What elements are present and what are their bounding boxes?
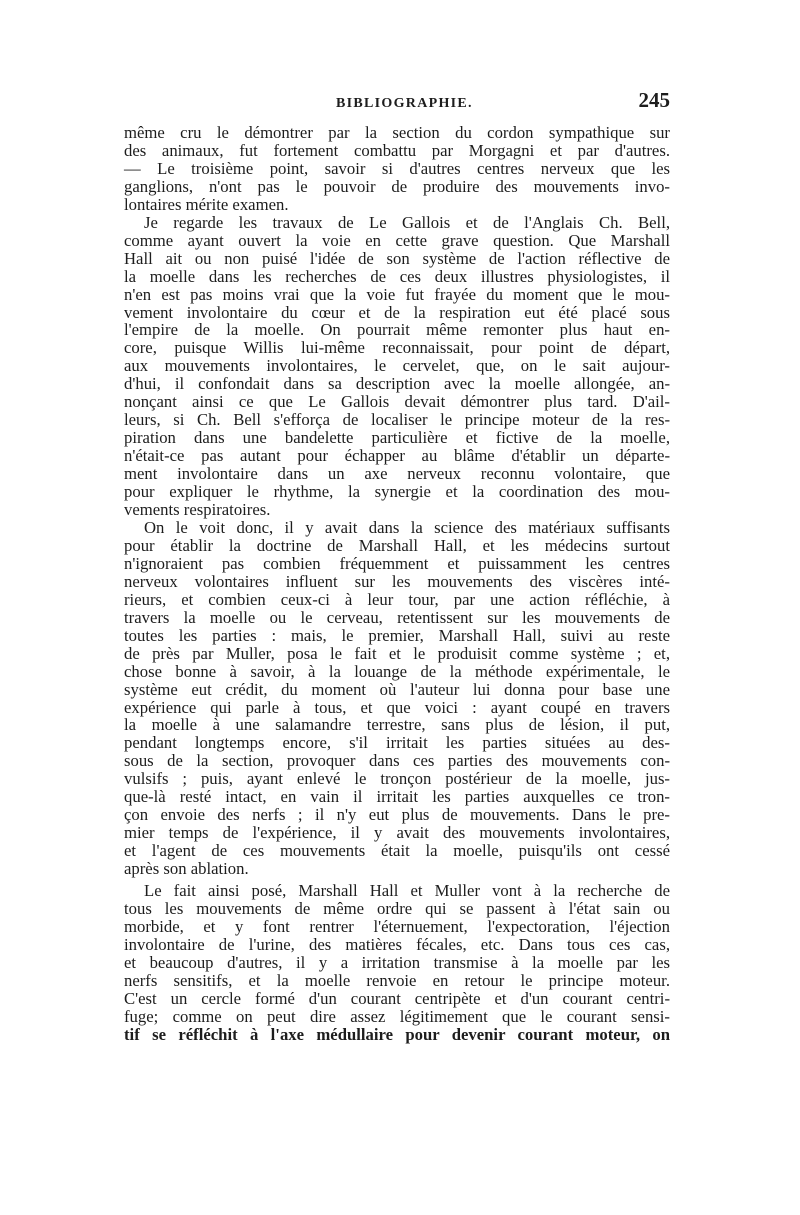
text-line: comme ayant ouvert la voie en cette grave question. Que Marshall: [124, 230, 670, 250]
text-line: ment involontaire dans un axe nerveux reconnu volontaire, que: [124, 464, 670, 484]
text-line: n'ignoraient pas combien fréquemment et puissamment les centres: [124, 553, 670, 573]
text-line: aux mouvements involontaires, le cervelet, que, on le sait aujour-: [124, 356, 670, 376]
text-line: vulsifs ; puis, ayant enlevé le tronçon postérieur de la moelle, jus-: [124, 769, 670, 789]
text-line: travers la moelle ou le cerveau, retentissent sur les mouvements de: [124, 607, 670, 627]
text-line: système eut crédit, du moment où l'auteur lui donna pour base une: [124, 679, 670, 699]
text-line: tif se réfléchit à l'axe médullaire pour devenir courant moteur, on: [124, 1024, 670, 1044]
running-head: [124, 88, 670, 122]
text-line: que-là resté intact, en vain il irritait les parties auxquelles ce tron-: [124, 787, 670, 807]
text-line: d'hui, il confondait dans sa description avec la moelle allongée, an-: [124, 374, 670, 394]
text-line: pour expliquer le rhythme, la synergie et la coordination des mou-: [124, 482, 670, 502]
text-line: pendant longtemps encore, s'il irritait les parties situées au des-: [124, 733, 670, 753]
text-line: — Le troisième point, savoir si d'autres centres nerveux que les: [124, 158, 670, 178]
text-line: la moelle à une salamandre terrestre, sans plus de lésion, il put,: [124, 715, 670, 735]
text-line: l'empire de la moelle. On pourrait même remonter plus haut en-: [124, 320, 670, 340]
text-line: leurs, si Ch. Bell s'efforça de localiser le principe moteur de la res-: [124, 410, 670, 430]
body-text: [124, 124, 670, 1044]
text-line: même cru le démontrer par la section du cordon sympathique sur: [124, 123, 670, 142]
text-line: piration dans une bandelette particulière et fictive de la moelle,: [124, 428, 670, 448]
text-line: vement involontaire du cœur et de la respiration eut été placé sous: [124, 302, 670, 322]
paragraph-3: [124, 519, 670, 878]
text-line: la moelle dans les recherches de ces deux illustres physiologistes, il: [124, 266, 670, 286]
text-line: nerveux volontaires influent sur les mouvements des viscères inté-: [124, 571, 670, 591]
text-line: chose bonne à savoir, à la louange de la méthode expérimentale, le: [124, 661, 670, 681]
text-line: sous de la section, provoquer dans ces parties des mouvements con-: [124, 751, 670, 771]
text-line: n'en est pas moins vrai que la voie fut frayée du moment que le mou-: [124, 284, 670, 304]
text-line: après son ablation.: [124, 859, 249, 879]
paragraph-2: [124, 214, 670, 519]
text-line: fuge; comme on peut dire assez légitimement que le courant sensi-: [124, 1006, 670, 1026]
text-line: et beaucoup d'autres, il y a irritation transmise à la moelle par les: [124, 952, 670, 972]
text-line: lontaires mérite examen.: [124, 194, 289, 214]
text-line: vements respiratoires.: [124, 500, 271, 520]
text-line: Hall ait ou non puisé l'idée de son système de l'action réflective de: [124, 248, 670, 268]
text-line: On le voit donc, il y avait dans la science des matériaux suffisants: [144, 517, 670, 537]
text-line: ganglions, n'ont pas le pouvoir de produire des mouvements invo-: [124, 176, 670, 196]
text-line: C'est un cercle formé d'un courant centripète et d'un courant centri-: [124, 988, 670, 1008]
text-line: pour établir la doctrine de Marshall Hall, et les médecins surtout: [124, 535, 670, 555]
text-line: involontaire de l'urine, des matières fécales, etc. Dans tous ces cas,: [124, 934, 670, 954]
text-line: n'était-ce pas autant pour échapper au blâme d'établir un départe-: [124, 446, 670, 466]
text-line: nonçant ainsi ce que Le Gallois devait démontrer plus tard. D'ail-: [124, 392, 670, 412]
paragraph-4: [124, 882, 670, 1044]
text-line: mier temps de l'expérience, il y avait des mouvements involontaires,: [124, 823, 670, 843]
paragraph-1: [124, 124, 670, 214]
text-line: rieurs, et combien ceux-ci à leur tour, par une action réfléchie, à: [124, 589, 670, 609]
text-line: toutes les parties : mais, le premier, Marshall Hall, suivi au reste: [124, 625, 670, 645]
text-line: core, puisque Willis lui-même reconnaissait, pour point de départ,: [124, 338, 670, 358]
text-line: morbide, et y font rentrer l'éternuement, l'expectoration, l'éjection: [124, 916, 670, 936]
page-number: 245: [638, 88, 670, 112]
text-line: de près par Muller, posa le fait et le produisit comme système ; et,: [124, 643, 670, 663]
text-line: çon envoie des nerfs ; il n'y eut plus de mouvements. Dans le pre-: [124, 805, 670, 825]
text-line: tous les mouvements de même ordre qui se passent à l'état sain ou: [124, 898, 670, 918]
text-line: nerfs sensitifs, et la moelle renvoie en retour le principe moteur.: [124, 970, 670, 990]
text-line: Le fait ainsi posé, Marshall Hall et Muller vont à la recherche de: [144, 881, 670, 901]
book-page: [124, 88, 670, 1044]
text-line: et l'agent de ces mouvements était la moelle, puisqu'ils ont cessé: [124, 841, 670, 861]
text-line: Je regarde les travaux de Le Gallois et de l'Anglais Ch. Bell,: [144, 212, 670, 232]
text-line: expérience qui parle à tous, et que voici : ayant coupé en travers: [124, 697, 670, 717]
text-line: des animaux, fut fortement combattu par Morgagni et par d'autres.: [124, 140, 670, 160]
running-title: BIBLIOGRAPHIE.: [336, 96, 473, 111]
